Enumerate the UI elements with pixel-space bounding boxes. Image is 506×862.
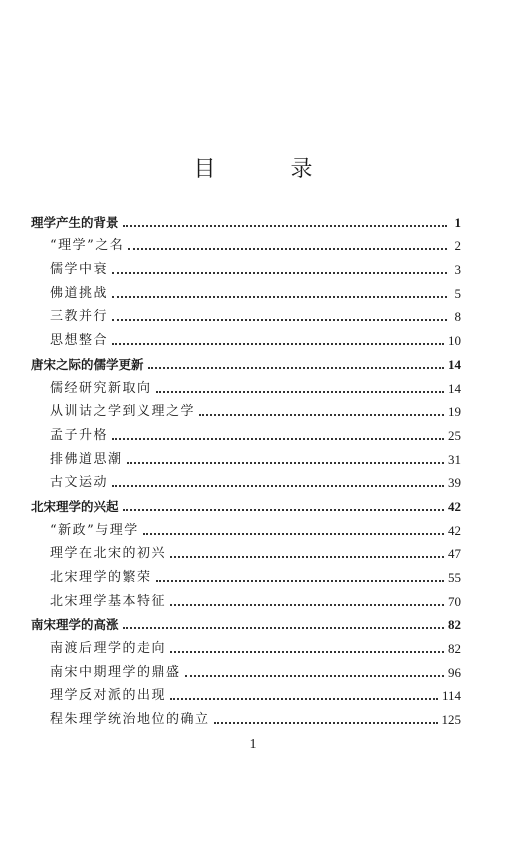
dot-leader: [112, 319, 447, 321]
toc-entry-label: 思想整合: [50, 333, 109, 349]
dot-leader: [123, 225, 447, 227]
toc-entry-page: 19: [448, 404, 461, 420]
toc-entry-label: 北宋理学基本特征: [50, 593, 167, 609]
dot-leader: [170, 698, 438, 700]
toc-entry-label: 北宋理学的兴起: [31, 498, 119, 514]
toc-entry-label: 古文运动: [50, 475, 109, 491]
dot-leader: [112, 296, 447, 298]
toc-entry-label: “理学”之名: [50, 238, 125, 254]
toc-entry[interactable]: [31, 207, 461, 231]
toc-entry-page: 70: [448, 593, 461, 609]
toc-title: 目 录: [193, 157, 347, 182]
table-of-contents: [31, 207, 461, 728]
dot-leader: [112, 272, 447, 274]
toc-entry-page: 42: [448, 522, 461, 538]
toc-entry-label: 三教并行: [50, 309, 109, 325]
toc-entry-label: 理学反对派的出现: [50, 688, 167, 704]
toc-entry[interactable]: [31, 325, 461, 349]
toc-entry[interactable]: [31, 302, 461, 326]
toc-entry-page: 14: [448, 380, 461, 396]
toc-entry-label: 理学在北宋的初兴: [50, 546, 167, 562]
toc-entry-label: 孟子升格: [50, 427, 109, 443]
toc-entry-label: 南宋中期理学的鼎盛: [50, 664, 181, 680]
toc-entry-page: 25: [448, 427, 461, 443]
toc-entry-page: 3: [454, 262, 461, 278]
toc-entry-label: 南宋理学的高涨: [31, 617, 119, 633]
toc-entry-page: 82: [448, 617, 461, 633]
toc-entry-page: 2: [454, 238, 461, 254]
toc-entry-label: 唐宋之际的儒学更新: [31, 356, 144, 372]
toc-entry-page: 42: [448, 498, 461, 514]
toc-entry[interactable]: [31, 704, 461, 728]
toc-entry[interactable]: [31, 681, 461, 705]
dot-leader: [170, 604, 444, 606]
dot-leader: [127, 462, 444, 464]
toc-entry[interactable]: [31, 539, 461, 563]
toc-entry-page: 14: [448, 356, 461, 372]
dot-leader: [199, 414, 444, 416]
toc-entry[interactable]: [31, 562, 461, 586]
toc-entry-page: 39: [448, 475, 461, 491]
dot-leader: [156, 391, 444, 393]
toc-entry-label: 佛道挑战: [50, 285, 109, 301]
toc-entry-label: 儒学中衰: [50, 262, 109, 278]
dot-leader: [214, 722, 438, 724]
page-number: 1: [249, 737, 257, 752]
toc-entry[interactable]: [31, 491, 461, 515]
toc-entry[interactable]: [31, 444, 461, 468]
toc-entry-page: 55: [448, 570, 461, 585]
toc-entry[interactable]: [31, 373, 461, 397]
toc-entry[interactable]: [31, 349, 461, 373]
toc-entry-label: 理学产生的背景: [31, 214, 119, 230]
toc-entry[interactable]: [31, 657, 461, 681]
toc-entry-label: 排佛道思潮: [50, 451, 123, 467]
toc-entry-page: 10: [448, 333, 461, 349]
dot-leader: [123, 627, 444, 629]
dot-leader: [123, 509, 444, 511]
toc-entry-page: 96: [448, 664, 461, 680]
toc-entry[interactable]: [31, 231, 461, 255]
toc-entry[interactable]: [31, 515, 461, 539]
toc-entry[interactable]: [31, 278, 461, 302]
toc-entry-label: 从训诂之学到义理之学: [50, 404, 196, 420]
toc-entry[interactable]: [31, 586, 461, 610]
toc-entry[interactable]: [31, 420, 461, 444]
toc-entry[interactable]: [31, 254, 461, 278]
toc-entry-label: 北宋理学的繁荣: [50, 570, 152, 585]
toc-entry-page: 5: [454, 285, 461, 301]
toc-entry-label: 南渡后理学的走向: [50, 641, 167, 657]
dot-leader: [128, 248, 447, 250]
toc-entry-page: 47: [448, 546, 461, 562]
toc-entry[interactable]: [31, 397, 461, 421]
toc-entry-page: 1: [454, 214, 461, 230]
toc-entry[interactable]: [31, 633, 461, 657]
toc-entry-page: 31: [448, 451, 461, 467]
toc-entry-page: 125: [441, 712, 461, 728]
toc-entry-page: 8: [454, 309, 461, 325]
toc-entry-label: “新政”与理学: [50, 522, 139, 538]
dot-leader: [112, 485, 444, 487]
toc-entry-label: 儒经研究新取向: [50, 380, 152, 396]
dot-leader: [112, 438, 444, 440]
dot-leader: [148, 367, 444, 369]
toc-entry[interactable]: [31, 468, 461, 492]
dot-leader: [143, 533, 444, 535]
dot-leader: [112, 343, 444, 345]
dot-leader: [185, 675, 444, 677]
toc-entry-label: 程朱理学统治地位的确立: [50, 712, 210, 728]
dot-leader: [170, 556, 444, 558]
toc-entry-page: 82: [448, 641, 461, 657]
toc-entry-page: 114: [441, 688, 461, 704]
dot-leader: [156, 580, 444, 582]
toc-entry[interactable]: [31, 610, 461, 634]
dot-leader: [170, 651, 444, 653]
